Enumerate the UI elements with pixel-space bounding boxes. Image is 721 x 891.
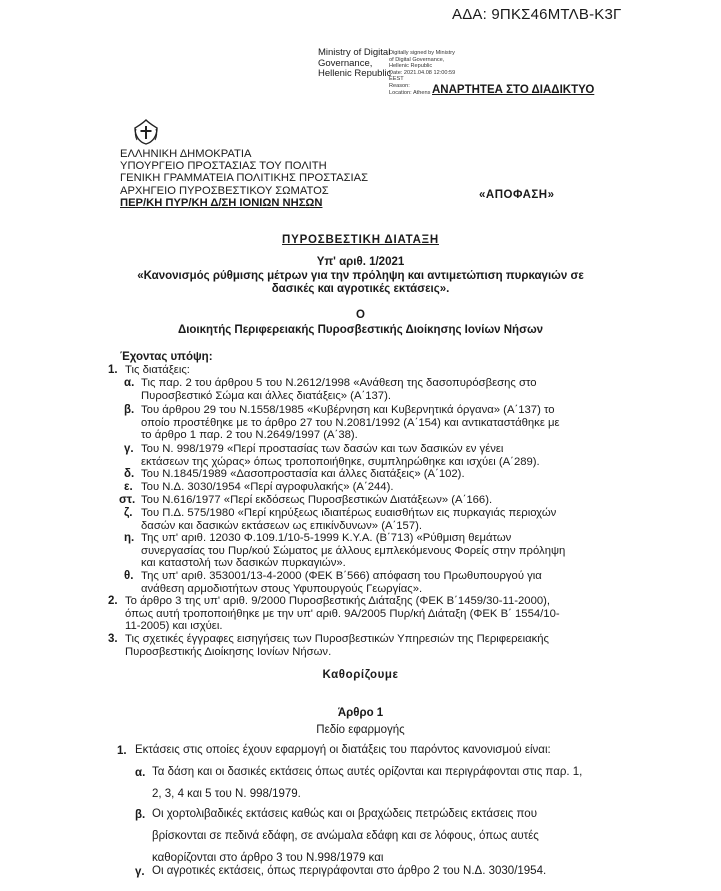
- list-marker: δ.: [124, 468, 135, 480]
- list-marker: θ.: [124, 570, 134, 582]
- list-marker: α.: [135, 767, 146, 779]
- list-item-line: Του Ν. 998/1979 «Περί προστασίας των δασών και των δασικών εν γένει: [141, 443, 504, 455]
- list-item: [141, 507, 556, 532]
- department-name: ΠΕΡ/ΚΗ ΠΥΡ/ΚΗ Δ/ΣΗ ΙΟΝΙΩΝ ΝΗΣΩΝ: [120, 196, 323, 209]
- list-item: [141, 443, 540, 468]
- list-item: [152, 860, 546, 882]
- list-item: [125, 633, 549, 658]
- list-marker: α.: [124, 377, 135, 389]
- list-marker: γ.: [124, 443, 134, 455]
- subject-number: Υπ' αριθ. 1/2021: [316, 256, 405, 268]
- list-marker: β.: [135, 809, 146, 821]
- list-item-line: το άρθρο 1 παρ. 2 του Ν.2649/1997 (Α΄38).: [141, 429, 358, 442]
- list-item: [141, 570, 542, 595]
- list-marker: 3.: [108, 633, 118, 645]
- list-item: [141, 377, 537, 402]
- list-item: [141, 468, 465, 481]
- list-marker: στ.: [119, 494, 136, 506]
- list-marker: 1.: [117, 745, 127, 757]
- list-marker: 1.: [108, 364, 118, 376]
- list-item-line: Του Ν.616/1977 «Περί εκδόσεως Πυροσβεστικών Διατάξεων» (Α΄166).: [141, 494, 493, 506]
- signature-detail-line: Date: 2021.04.08 12:00:59: [389, 69, 456, 76]
- ministry-line: ΕΛΛΗΝΙΚΗ ΔΗΜΟΚΡΑΤΙΑ: [120, 148, 252, 160]
- decision-label: «ΑΠΟΦΑΣΗ»: [479, 189, 555, 201]
- signature-detail-line: Location: Athens: [389, 89, 431, 96]
- ministry-line: ΥΠΟΥΡΓΕΙΟ ΠΡΟΣΤΑΣΙΑΣ ΤΟΥ ΠΟΛΙΤΗ: [120, 160, 327, 173]
- signer-line: Ministry of Digital: [318, 47, 391, 58]
- list-item-line: Του άρθρου 29 του Ν.1558/1985 «Κυβέρνηση και Κυβερνητικά όργανα» (Α΄137) το: [141, 404, 555, 416]
- list-marker: γ.: [135, 866, 145, 878]
- list-marker: η.: [124, 532, 135, 544]
- signature-detail-line: Reason:: [389, 82, 410, 89]
- list-item-line: οποίο προστέθηκε με το άρθρο 27 του Ν.2081/1992 (Α΄154) και αντικαταστάθηκε με: [141, 416, 560, 429]
- list-item-line: Τις σχετικές έγγραφες εισηγήσεις των Πυροσβεστικών Υπηρεσιών της Περιφερειακής: [125, 633, 550, 645]
- document-subject: [0, 256, 721, 297]
- signature-detail-line: Hellenic Republic: [389, 63, 433, 70]
- list-item: Εκτάσεις στις οποίες έχουν εφαρμογή οι διατάξεις του παρόντος κανονισμού είναι:: [135, 744, 551, 756]
- list-item-line: Του Ν.1845/1989 «Δασοπροστασία και άλλες διατάξεις» (Α΄102).: [141, 468, 465, 480]
- list-item: [125, 595, 560, 633]
- signature-detail-line: of Digital Governance,: [389, 56, 445, 63]
- list-item-line: όπως αυτή τροποποιήθηκε με την υπ' αριθ. 9Α/2005 Πυρ/κή Διάταξη (ΦΕΚ Β΄ 1554/10-: [125, 607, 560, 620]
- list-item-line: Της υπ' αριθ. 353001/13-4-2000 (ΦΕΚ Β΄566) απόφαση του Πρωθυπουργού για: [141, 570, 542, 582]
- list-item-line: δασών και δασικών εκτάσεων ως επικίνδυνων» (Α΄157).: [141, 519, 423, 532]
- article-subheading: Πεδίο εφαρμογής: [316, 724, 405, 736]
- list-item: [141, 404, 560, 442]
- document-title: ΠΥΡΟΣΒΕΣΤΙΚΗ ΔΙΑΤΑΞΗ: [282, 234, 439, 246]
- digital-signer: [318, 47, 392, 80]
- signature-detail-line: Digitally signed by Ministry: [389, 50, 455, 56]
- list-marker: ε.: [124, 481, 133, 493]
- list-item-line: καθορίζονται στο άρθρο 3 του Ν.998/1979 και: [152, 852, 384, 864]
- list-item: [141, 494, 492, 507]
- list-item-line: Το άρθρο 3 της υπ' αριθ. 9/2000 Πυροσβεστικής Διάταξης (ΦΕΚ Β΄1459/30-11-2000),: [125, 595, 551, 607]
- list-item-line: Οι χορτολιβαδικές εκτάσεις καθώς και οι βραχώδεις πετρώδεις εκτάσεις που: [152, 808, 537, 820]
- greek-emblem-icon: [132, 118, 160, 146]
- ministry-header: [120, 148, 368, 209]
- list-item-line: Του Ν.Δ. 3030/1954 «Περί αγροφυλακής» (Α΄244).: [141, 481, 394, 493]
- having-regard-heading: Έχοντας υπόψη:: [120, 351, 213, 363]
- signer-line: Governance,: [318, 57, 373, 69]
- list-item-line: Πυροσβεστικό Σώμα και άλλες διατάξεις» (Α΄137).: [141, 389, 391, 402]
- list-item-line: Της υπ' αριθ. 12030 Φ.109.1/10-5-1999 Κ.Υ.Α. (Β΄713) «Ρύθμιση θεμάτων: [141, 532, 512, 544]
- list-item-line: Οι αγροτικές εκτάσεις, όπως περιγράφονται στο άρθρο 2 του Ν.Δ. 3030/1954.: [152, 865, 547, 877]
- ada-code: ΑΔΑ: 9ΠΚΣ46ΜΤΛΒ-Κ3Γ: [452, 6, 622, 23]
- posted-online-notice: ΑΝΑΡΤΗΤΕΑ ΣΤΟ ΔΙΑΔΙΚΤΥΟ: [432, 84, 595, 96]
- list-item-line: συνεργασίας του Πυρ/κού Σώματος με άλλους εμπλεκόμενους Φορείς στην πρόληψη: [141, 544, 566, 557]
- signature-detail-line: EEST: [389, 76, 404, 83]
- list-item-line: ανάθεση αρμοδιοτήτων στους Υφυπουργούς Γεωργίας».: [141, 582, 423, 595]
- list-marker: β.: [124, 404, 135, 416]
- ministry-line: ΓΕΝΙΚΗ ΓΡΑΜΜΑΤΕΙΑ ΠΟΛΙΤΙΚΗΣ ΠΡΟΣΤΑΣΙΑΣ: [120, 172, 369, 185]
- list-marker: 2.: [108, 595, 118, 607]
- issuer-title: Διοικητής Περιφερειακής Πυροσβεστικής Διοίκησης Ιονίων Νήσων: [177, 324, 544, 336]
- list-item-line: Του Π.Δ. 575/1980 «Περί κηρύξεως ιδιαιτέρως ευαισθήτων εις πυρκαγιάς περιοχών: [141, 507, 557, 519]
- list-item-line: 2, 3, 4 και 5 του Ν. 998/1979.: [152, 788, 301, 800]
- list-item-line: Πυροσβεστικής Διοίκησης Ιονίων Νήσων.: [125, 645, 332, 658]
- list-item-line: Τα δάση και οι δασικές εκτάσεις όπως αυτές ορίζονται και περιγράφονται στις παρ. 1,: [152, 766, 583, 778]
- ministry-line: ΑΡΧΗΓΕΙΟ ΠΥΡΟΣΒΕΣΤΙΚΟΥ ΣΩΜΑΤΟΣ: [120, 184, 329, 197]
- list-item: Τις διατάξεις:: [125, 364, 190, 376]
- list-item-line: και καταστολή των δασικών πυρκαγιών».: [141, 557, 346, 570]
- list-item-line: 11-2005) και ισχύει.: [125, 620, 223, 633]
- issuer-article: Ο: [356, 309, 365, 321]
- subject-line: «Κανονισμός ρύθμισης μέτρων για την πρόληψη και αντιμετώπιση πυρκαγιών σε: [137, 269, 584, 282]
- list-item: [141, 481, 393, 494]
- signer-line: Hellenic Republic: [318, 68, 392, 79]
- list-item-line: βρίσκονται σε πεδινά εδάφη, σε ανώμαλα εδάφη και σε λόφους, όπως αυτές: [152, 830, 539, 842]
- list-item-line: Τις παρ. 2 του άρθρου 5 του Ν.2612/1998 «Ανάθεση της δασοπυρόσβεσης στο: [141, 377, 537, 389]
- we-determine-heading: Καθορίζουμε: [322, 669, 399, 681]
- subject-line: δασικές και αγροτικές εκτάσεις».: [271, 283, 450, 295]
- list-item: [141, 532, 565, 570]
- list-marker: ζ.: [124, 507, 133, 519]
- article-heading: Άρθρο 1: [337, 707, 384, 719]
- list-item-line: εκτάσεων της χώρας» όπως τροποποιήθηκε, συμπληρώθηκε και ισχύει (Α΄289).: [141, 455, 540, 468]
- list-item: [152, 761, 582, 805]
